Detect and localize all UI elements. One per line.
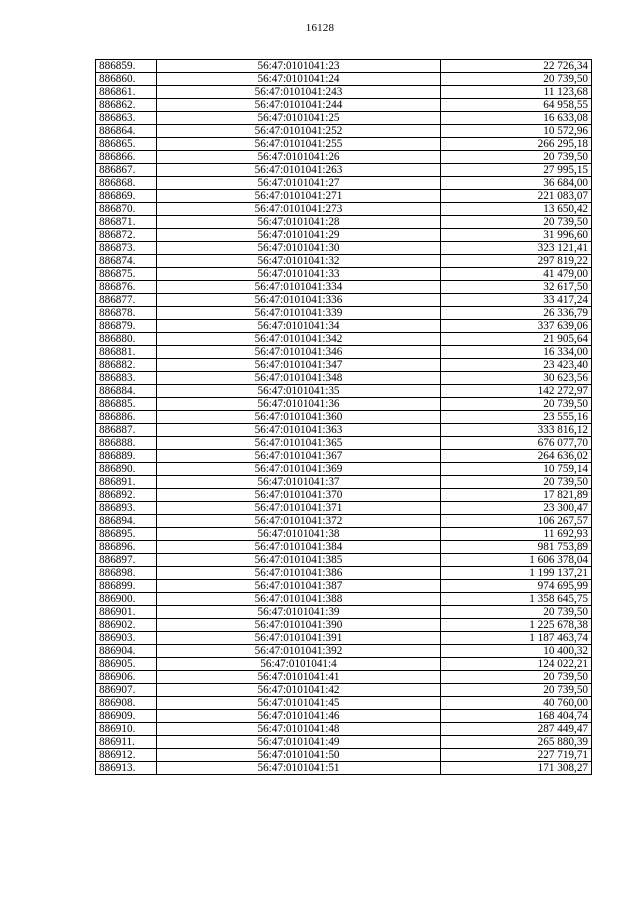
cadastral-value-cell: 1 358 645,75 — [441, 593, 592, 606]
row-number-cell: 886874. — [96, 255, 157, 268]
cadastral-value-cell: 11 692,93 — [441, 528, 592, 541]
cadastral-value-cell: 20 739,50 — [441, 151, 592, 164]
cadastral-number-cell: 56:47:0101041:347 — [157, 359, 441, 372]
table-row — [96, 528, 592, 541]
row-number-cell: 886911. — [96, 736, 157, 749]
table-row — [96, 658, 592, 671]
cadastral-number-cell: 56:47:0101041:348 — [157, 372, 441, 385]
cadastral-number-cell: 56:47:0101041:28 — [157, 216, 441, 229]
table-row — [96, 385, 592, 398]
cadastral-value-cell: 168 404,74 — [441, 710, 592, 723]
cadastral-value-cell: 333 816,12 — [441, 424, 592, 437]
table-row — [96, 450, 592, 463]
cadastral-number-cell: 56:47:0101041:252 — [157, 125, 441, 138]
cadastral-value-cell: 1 225 678,38 — [441, 619, 592, 632]
table-row — [96, 645, 592, 658]
cadastral-number-cell: 56:47:0101041:244 — [157, 99, 441, 112]
table-row — [96, 411, 592, 424]
table-row — [96, 281, 592, 294]
cadastral-value-cell: 36 684,00 — [441, 177, 592, 190]
cadastral-value-cell: 20 739,50 — [441, 606, 592, 619]
table-row — [96, 489, 592, 502]
table-row — [96, 684, 592, 697]
cadastral-number-cell: 56:47:0101041:336 — [157, 294, 441, 307]
cadastral-number-cell: 56:47:0101041:30 — [157, 242, 441, 255]
cadastral-number-cell: 56:47:0101041:4 — [157, 658, 441, 671]
table-row — [96, 268, 592, 281]
table-row — [96, 710, 592, 723]
cadastral-value-cell: 20 739,50 — [441, 671, 592, 684]
table-row — [96, 476, 592, 489]
cadastral-number-cell: 56:47:0101041:273 — [157, 203, 441, 216]
row-number-cell: 886864. — [96, 125, 157, 138]
row-number-cell: 886891. — [96, 476, 157, 489]
cadastral-value-table — [95, 59, 592, 775]
cadastral-number-cell: 56:47:0101041:365 — [157, 437, 441, 450]
table-row — [96, 697, 592, 710]
row-number-cell: 886862. — [96, 99, 157, 112]
cadastral-value-cell: 32 617,50 — [441, 281, 592, 294]
row-number-cell: 886897. — [96, 554, 157, 567]
cadastral-value-cell: 23 300,47 — [441, 502, 592, 515]
cadastral-number-cell: 56:47:0101041:39 — [157, 606, 441, 619]
row-number-cell: 886876. — [96, 281, 157, 294]
table-row — [96, 398, 592, 411]
cadastral-value-cell: 1 187 463,74 — [441, 632, 592, 645]
cadastral-number-cell: 56:47:0101041:45 — [157, 697, 441, 710]
row-number-cell: 886868. — [96, 177, 157, 190]
cadastral-value-cell: 266 295,18 — [441, 138, 592, 151]
cadastral-number-cell: 56:47:0101041:32 — [157, 255, 441, 268]
row-number-cell: 886896. — [96, 541, 157, 554]
row-number-cell: 886870. — [96, 203, 157, 216]
row-number-cell: 886877. — [96, 294, 157, 307]
row-number-cell: 886880. — [96, 333, 157, 346]
cadastral-number-cell: 56:47:0101041:384 — [157, 541, 441, 554]
table-row — [96, 346, 592, 359]
table-row — [96, 333, 592, 346]
row-number-cell: 886905. — [96, 658, 157, 671]
cadastral-number-cell: 56:47:0101041:36 — [157, 398, 441, 411]
cadastral-number-cell: 56:47:0101041:48 — [157, 723, 441, 736]
cadastral-number-cell: 56:47:0101041:37 — [157, 476, 441, 489]
cadastral-number-cell: 56:47:0101041:23 — [157, 60, 441, 73]
cadastral-number-cell: 56:47:0101041:26 — [157, 151, 441, 164]
table-row — [96, 515, 592, 528]
table-row — [96, 502, 592, 515]
row-number-cell: 886888. — [96, 437, 157, 450]
cadastral-value-cell: 20 739,50 — [441, 476, 592, 489]
table-row — [96, 86, 592, 99]
table-row — [96, 619, 592, 632]
row-number-cell: 886902. — [96, 619, 157, 632]
table-row — [96, 151, 592, 164]
table-body — [96, 60, 592, 775]
cadastral-value-cell: 124 022,21 — [441, 658, 592, 671]
table-row — [96, 567, 592, 580]
row-number-cell: 886913. — [96, 762, 157, 775]
cadastral-value-cell: 20 739,50 — [441, 398, 592, 411]
cadastral-number-cell: 56:47:0101041:46 — [157, 710, 441, 723]
row-number-cell: 886872. — [96, 229, 157, 242]
cadastral-number-cell: 56:47:0101041:386 — [157, 567, 441, 580]
cadastral-value-cell: 10 572,96 — [441, 125, 592, 138]
cadastral-number-cell: 56:47:0101041:363 — [157, 424, 441, 437]
row-number-cell: 886871. — [96, 216, 157, 229]
cadastral-number-cell: 56:47:0101041:342 — [157, 333, 441, 346]
cadastral-value-cell: 20 739,50 — [441, 216, 592, 229]
row-number-cell: 886886. — [96, 411, 157, 424]
table-row — [96, 671, 592, 684]
row-number-cell: 886895. — [96, 528, 157, 541]
row-number-cell: 886901. — [96, 606, 157, 619]
table-row — [96, 632, 592, 645]
table-row — [96, 125, 592, 138]
cadastral-number-cell: 56:47:0101041:390 — [157, 619, 441, 632]
cadastral-value-cell: 16 334,00 — [441, 346, 592, 359]
table-row — [96, 138, 592, 151]
cadastral-value-cell: 22 726,34 — [441, 60, 592, 73]
cadastral-value-cell: 10 759,14 — [441, 463, 592, 476]
row-number-cell: 886908. — [96, 697, 157, 710]
row-number-cell: 886894. — [96, 515, 157, 528]
cadastral-value-cell: 337 639,06 — [441, 320, 592, 333]
table-row — [96, 372, 592, 385]
table-row — [96, 359, 592, 372]
cadastral-number-cell: 56:47:0101041:50 — [157, 749, 441, 762]
cadastral-number-cell: 56:47:0101041:334 — [157, 281, 441, 294]
cadastral-number-cell: 56:47:0101041:385 — [157, 554, 441, 567]
row-number-cell: 886866. — [96, 151, 157, 164]
row-number-cell: 886893. — [96, 502, 157, 515]
cadastral-value-cell: 26 336,79 — [441, 307, 592, 320]
table-row — [96, 60, 592, 73]
cadastral-value-cell: 297 819,22 — [441, 255, 592, 268]
cadastral-number-cell: 56:47:0101041:388 — [157, 593, 441, 606]
table-row — [96, 593, 592, 606]
cadastral-value-cell: 30 623,56 — [441, 372, 592, 385]
row-number-cell: 886881. — [96, 346, 157, 359]
cadastral-number-cell: 56:47:0101041:392 — [157, 645, 441, 658]
row-number-cell: 886903. — [96, 632, 157, 645]
cadastral-number-cell: 56:47:0101041:255 — [157, 138, 441, 151]
cadastral-value-cell: 10 400,32 — [441, 645, 592, 658]
cadastral-value-cell: 41 479,00 — [441, 268, 592, 281]
cadastral-value-cell: 11 123,68 — [441, 86, 592, 99]
cadastral-value-cell: 221 083,07 — [441, 190, 592, 203]
row-number-cell: 886899. — [96, 580, 157, 593]
cadastral-number-cell: 56:47:0101041:42 — [157, 684, 441, 697]
table-row — [96, 437, 592, 450]
cadastral-value-cell: 20 739,50 — [441, 684, 592, 697]
cadastral-value-cell: 264 636,02 — [441, 450, 592, 463]
cadastral-value-cell: 323 121,41 — [441, 242, 592, 255]
table-row — [96, 164, 592, 177]
row-number-cell: 886892. — [96, 489, 157, 502]
cadastral-number-cell: 56:47:0101041:391 — [157, 632, 441, 645]
cadastral-value-cell: 40 760,00 — [441, 697, 592, 710]
cadastral-number-cell: 56:47:0101041:339 — [157, 307, 441, 320]
row-number-cell: 886859. — [96, 60, 157, 73]
cadastral-value-cell: 33 417,24 — [441, 294, 592, 307]
table-row — [96, 307, 592, 320]
table-row — [96, 112, 592, 125]
row-number-cell: 886875. — [96, 268, 157, 281]
cadastral-value-cell: 27 995,15 — [441, 164, 592, 177]
cadastral-number-cell: 56:47:0101041:360 — [157, 411, 441, 424]
cadastral-value-cell: 171 308,27 — [441, 762, 592, 775]
cadastral-number-cell: 56:47:0101041:371 — [157, 502, 441, 515]
table-row — [96, 580, 592, 593]
cadastral-number-cell: 56:47:0101041:49 — [157, 736, 441, 749]
row-number-cell: 886887. — [96, 424, 157, 437]
row-number-cell: 886906. — [96, 671, 157, 684]
row-number-cell: 886863. — [96, 112, 157, 125]
row-number-cell: 886878. — [96, 307, 157, 320]
cadastral-value-cell: 1 606 378,04 — [441, 554, 592, 567]
row-number-cell: 886904. — [96, 645, 157, 658]
row-number-cell: 886885. — [96, 398, 157, 411]
cadastral-number-cell: 56:47:0101041:263 — [157, 164, 441, 177]
table-row — [96, 463, 592, 476]
cadastral-number-cell: 56:47:0101041:367 — [157, 450, 441, 463]
cadastral-value-cell: 13 650,42 — [441, 203, 592, 216]
table-row — [96, 749, 592, 762]
row-number-cell: 886882. — [96, 359, 157, 372]
row-number-cell: 886890. — [96, 463, 157, 476]
cadastral-value-cell: 31 996,60 — [441, 229, 592, 242]
row-number-cell: 886912. — [96, 749, 157, 762]
cadastral-value-cell: 64 958,55 — [441, 99, 592, 112]
cadastral-number-cell: 56:47:0101041:29 — [157, 229, 441, 242]
cadastral-value-cell: 23 423,40 — [441, 359, 592, 372]
table-row — [96, 554, 592, 567]
cadastral-number-cell: 56:47:0101041:387 — [157, 580, 441, 593]
row-number-cell: 886873. — [96, 242, 157, 255]
cadastral-value-cell: 265 880,39 — [441, 736, 592, 749]
page-number: 16128 — [305, 22, 335, 34]
table-row — [96, 203, 592, 216]
row-number-cell: 886889. — [96, 450, 157, 463]
table-row — [96, 229, 592, 242]
cadastral-value-cell: 227 719,71 — [441, 749, 592, 762]
row-number-cell: 886861. — [96, 86, 157, 99]
cadastral-number-cell: 56:47:0101041:369 — [157, 463, 441, 476]
cadastral-number-cell: 56:47:0101041:25 — [157, 112, 441, 125]
table-row — [96, 541, 592, 554]
cadastral-value-cell: 676 077,70 — [441, 437, 592, 450]
row-number-cell: 886907. — [96, 684, 157, 697]
row-number-cell: 886867. — [96, 164, 157, 177]
cadastral-number-cell: 56:47:0101041:27 — [157, 177, 441, 190]
table-row — [96, 255, 592, 268]
table-row — [96, 242, 592, 255]
row-number-cell: 886865. — [96, 138, 157, 151]
row-number-cell: 886898. — [96, 567, 157, 580]
row-number-cell: 886860. — [96, 73, 157, 86]
cadastral-number-cell: 56:47:0101041:41 — [157, 671, 441, 684]
cadastral-value-cell: 21 905,64 — [441, 333, 592, 346]
cadastral-value-cell: 142 272,97 — [441, 385, 592, 398]
row-number-cell: 886879. — [96, 320, 157, 333]
row-number-cell: 886910. — [96, 723, 157, 736]
cadastral-value-cell: 17 821,89 — [441, 489, 592, 502]
table-row — [96, 177, 592, 190]
cadastral-value-cell: 1 199 137,21 — [441, 567, 592, 580]
cadastral-number-cell: 56:47:0101041:34 — [157, 320, 441, 333]
cadastral-value-cell: 20 739,50 — [441, 73, 592, 86]
cadastral-number-cell: 56:47:0101041:243 — [157, 86, 441, 99]
row-number-cell: 886869. — [96, 190, 157, 203]
cadastral-value-cell: 974 695,99 — [441, 580, 592, 593]
row-number-cell: 886884. — [96, 385, 157, 398]
cadastral-number-cell: 56:47:0101041:33 — [157, 268, 441, 281]
row-number-cell: 886909. — [96, 710, 157, 723]
cadastral-number-cell: 56:47:0101041:38 — [157, 528, 441, 541]
table-row — [96, 216, 592, 229]
table-row — [96, 99, 592, 112]
cadastral-value-cell: 23 555,16 — [441, 411, 592, 424]
table-row — [96, 424, 592, 437]
row-number-cell: 886883. — [96, 372, 157, 385]
row-number-cell: 886900. — [96, 593, 157, 606]
cadastral-number-cell: 56:47:0101041:51 — [157, 762, 441, 775]
cadastral-number-cell: 56:47:0101041:271 — [157, 190, 441, 203]
table-row — [96, 320, 592, 333]
table-row — [96, 190, 592, 203]
table-row — [96, 73, 592, 86]
cadastral-value-cell: 16 633,08 — [441, 112, 592, 125]
table-row — [96, 723, 592, 736]
cadastral-value-cell: 981 753,89 — [441, 541, 592, 554]
cadastral-value-cell: 287 449,47 — [441, 723, 592, 736]
cadastral-number-cell: 56:47:0101041:370 — [157, 489, 441, 502]
cadastral-value-cell: 106 267,57 — [441, 515, 592, 528]
table-row — [96, 606, 592, 619]
cadastral-number-cell: 56:47:0101041:372 — [157, 515, 441, 528]
table-row — [96, 762, 592, 775]
table-row — [96, 294, 592, 307]
cadastral-number-cell: 56:47:0101041:35 — [157, 385, 441, 398]
cadastral-number-cell: 56:47:0101041:346 — [157, 346, 441, 359]
cadastral-number-cell: 56:47:0101041:24 — [157, 73, 441, 86]
table-row — [96, 736, 592, 749]
